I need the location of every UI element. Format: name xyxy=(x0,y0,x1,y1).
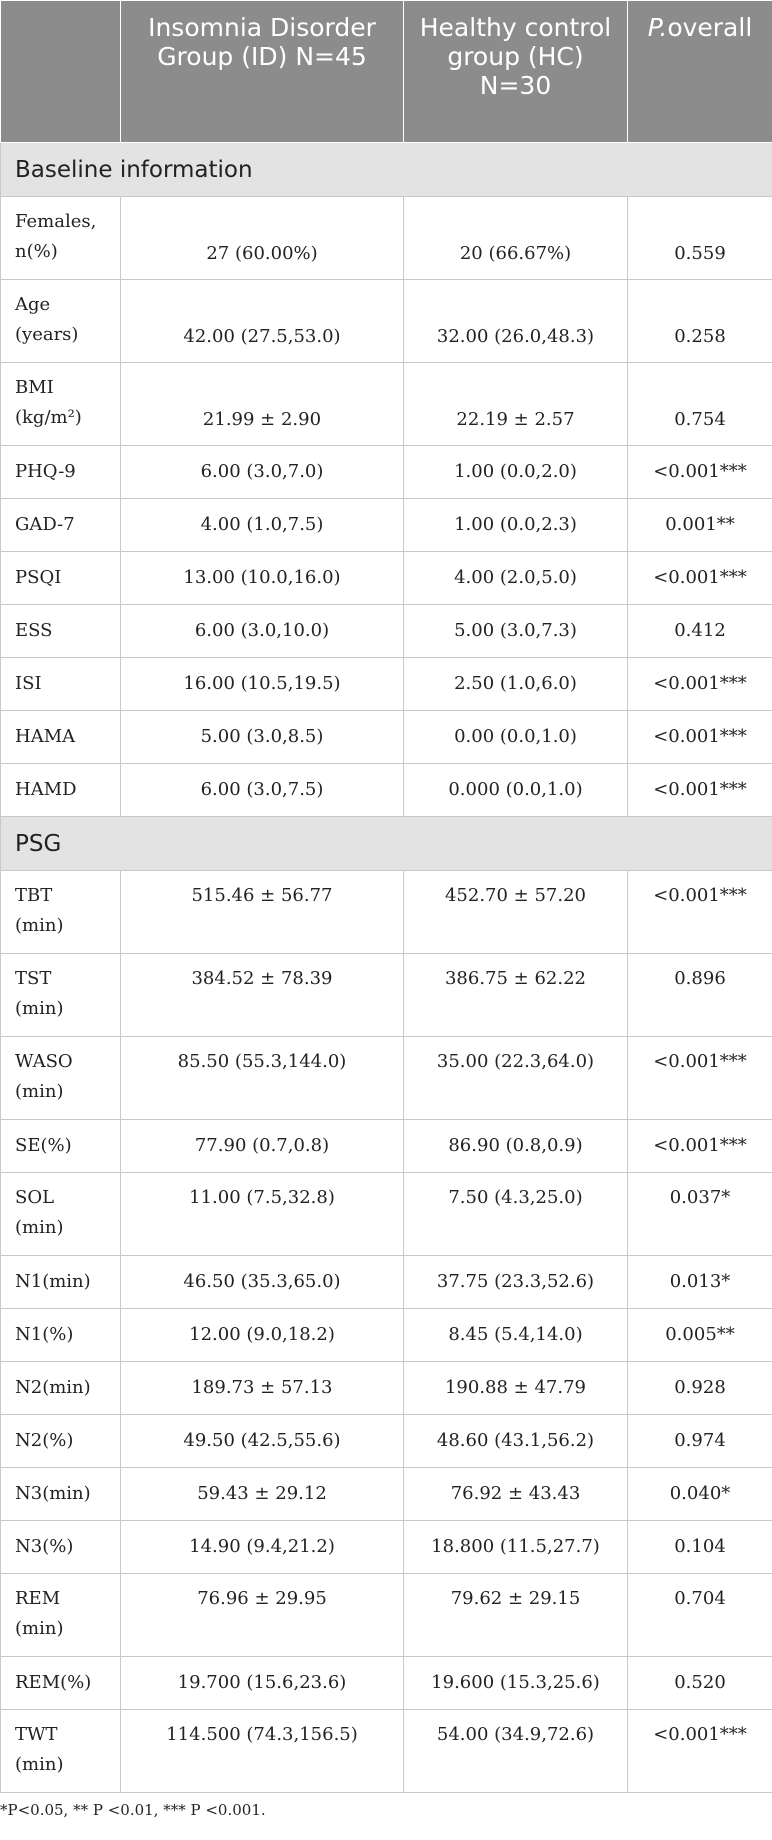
p-value: 0.001** xyxy=(628,499,772,552)
row-label: SE(%) xyxy=(1,1120,121,1173)
row-label-line1: BMI xyxy=(15,377,54,398)
p-value: 0.040* xyxy=(628,1468,772,1521)
row-label: N3(min) xyxy=(1,1468,121,1521)
table-row xyxy=(1,1415,772,1468)
header-p-rest: overall xyxy=(667,13,753,42)
table-row xyxy=(1,1173,772,1256)
row-label-line2: (min) xyxy=(15,1217,64,1238)
p-value: 0.754 xyxy=(628,363,772,446)
row-label xyxy=(1,197,121,280)
hc-group-value: 86.90 (0.8,0.9) xyxy=(404,1120,628,1173)
table-row xyxy=(1,764,772,817)
id-group-value: 49.50 (42.5,55.6) xyxy=(121,1415,404,1468)
row-label-line2: (min) xyxy=(15,998,64,1019)
row-label xyxy=(1,363,121,446)
table-row xyxy=(1,552,772,605)
row-label xyxy=(1,280,121,363)
row-label xyxy=(1,1173,121,1256)
section-title: PSG xyxy=(1,817,772,871)
row-label-line1: WASO xyxy=(15,1051,73,1072)
table-row xyxy=(1,871,772,954)
p-value: 0.037* xyxy=(628,1173,772,1256)
p-value: 0.559 xyxy=(628,197,772,280)
id-group-value: 515.46 ± 56.77 xyxy=(121,871,404,954)
id-group-value: 189.73 ± 57.13 xyxy=(121,1362,404,1415)
p-value: 0.412 xyxy=(628,605,772,658)
row-label xyxy=(1,871,121,954)
hc-group-value: 54.00 (34.9,72.6) xyxy=(404,1710,628,1793)
id-group-value: 4.00 (1.0,7.5) xyxy=(121,499,404,552)
p-value: 0.896 xyxy=(628,954,772,1037)
table-row xyxy=(1,1521,772,1574)
hc-group-value: 5.00 (3.0,7.3) xyxy=(404,605,628,658)
id-group-value: 76.96 ± 29.95 xyxy=(121,1574,404,1657)
table-row xyxy=(1,1657,772,1710)
table-row xyxy=(1,1362,772,1415)
p-value: <0.001*** xyxy=(628,1710,772,1793)
p-value: <0.001*** xyxy=(628,871,772,954)
p-value: 0.104 xyxy=(628,1521,772,1574)
header-id-group: Insomnia Disorder Group (ID) N=45 xyxy=(121,1,404,143)
id-group-value: 27 (60.00%) xyxy=(121,197,404,280)
row-label xyxy=(1,1574,121,1657)
hc-group-value: 386.75 ± 62.22 xyxy=(404,954,628,1037)
table-row xyxy=(1,1468,772,1521)
row-label-line2: (kg/m²) xyxy=(15,407,82,428)
id-group-value: 11.00 (7.5,32.8) xyxy=(121,1173,404,1256)
id-group-value: 13.00 (10.0,16.0) xyxy=(121,552,404,605)
id-group-value: 59.43 ± 29.12 xyxy=(121,1468,404,1521)
row-label: N1(%) xyxy=(1,1309,121,1362)
row-label xyxy=(1,1037,121,1120)
row-label-line1: TWT xyxy=(15,1724,58,1745)
section-row xyxy=(1,143,772,197)
id-group-value: 85.50 (55.3,144.0) xyxy=(121,1037,404,1120)
row-label: HAMD xyxy=(1,764,121,817)
row-label-line2: (min) xyxy=(15,915,64,936)
id-group-value: 46.50 (35.3,65.0) xyxy=(121,1256,404,1309)
hc-group-value: 8.45 (5.4,14.0) xyxy=(404,1309,628,1362)
row-label: REM(%) xyxy=(1,1657,121,1710)
p-value: <0.001*** xyxy=(628,1037,772,1120)
id-group-value: 21.99 ± 2.90 xyxy=(121,363,404,446)
p-value: 0.704 xyxy=(628,1574,772,1657)
footnote: *P<0.05, ** P <0.01, *** P <0.001. xyxy=(0,1801,266,1819)
id-group-value: 12.00 (9.0,18.2) xyxy=(121,1309,404,1362)
table-row xyxy=(1,1309,772,1362)
hc-group-value: 48.60 (43.1,56.2) xyxy=(404,1415,628,1468)
id-group-value: 16.00 (10.5,19.5) xyxy=(121,658,404,711)
hc-group-value: 0.00 (0.0,1.0) xyxy=(404,711,628,764)
id-group-value: 384.52 ± 78.39 xyxy=(121,954,404,1037)
id-group-value: 6.00 (3.0,7.5) xyxy=(121,764,404,817)
hc-group-value: 19.600 (15.3,25.6) xyxy=(404,1657,628,1710)
hc-group-value: 1.00 (0.0,2.0) xyxy=(404,446,628,499)
hc-group-value: 79.62 ± 29.15 xyxy=(404,1574,628,1657)
table-row xyxy=(1,658,772,711)
p-value: 0.005** xyxy=(628,1309,772,1362)
row-label-line1: Females, xyxy=(15,211,97,232)
id-group-value: 6.00 (3.0,7.0) xyxy=(121,446,404,499)
row-label: PSQI xyxy=(1,552,121,605)
row-label: ISI xyxy=(1,658,121,711)
row-label xyxy=(1,954,121,1037)
id-group-value: 5.00 (3.0,8.5) xyxy=(121,711,404,764)
hc-group-value: 76.92 ± 43.43 xyxy=(404,1468,628,1521)
table-row xyxy=(1,711,772,764)
row-label-line1: REM xyxy=(15,1588,61,1609)
table-row xyxy=(1,197,772,280)
id-group-value: 6.00 (3.0,10.0) xyxy=(121,605,404,658)
row-label: N1(min) xyxy=(1,1256,121,1309)
hc-group-value: 32.00 (26.0,48.3) xyxy=(404,280,628,363)
table-row xyxy=(1,446,772,499)
header-blank xyxy=(1,1,121,143)
row-label-line2: (min) xyxy=(15,1618,64,1639)
hc-group-value: 0.000 (0.0,1.0) xyxy=(404,764,628,817)
row-label: N3(%) xyxy=(1,1521,121,1574)
p-value: 0.013* xyxy=(628,1256,772,1309)
hc-group-value: 452.70 ± 57.20 xyxy=(404,871,628,954)
row-label xyxy=(1,1710,121,1793)
p-value: <0.001*** xyxy=(628,711,772,764)
table-row xyxy=(1,1574,772,1657)
p-value: <0.001*** xyxy=(628,658,772,711)
header-row xyxy=(1,1,772,143)
header-p-italic: P. xyxy=(647,13,668,42)
table-row xyxy=(1,954,772,1037)
header-hc-n: N=30 xyxy=(479,71,552,100)
table-body xyxy=(1,143,772,1793)
p-value: <0.001*** xyxy=(628,552,772,605)
row-label-line2: (years) xyxy=(15,324,79,345)
table-row xyxy=(1,1120,772,1173)
hc-group-value: 35.00 (22.3,64.0) xyxy=(404,1037,628,1120)
hc-group-value: 20 (66.67%) xyxy=(404,197,628,280)
header-p-overall xyxy=(628,1,772,143)
row-label: ESS xyxy=(1,605,121,658)
hc-group-value: 7.50 (4.3,25.0) xyxy=(404,1173,628,1256)
p-value: 0.928 xyxy=(628,1362,772,1415)
table-row xyxy=(1,280,772,363)
table-row xyxy=(1,1710,772,1793)
id-group-value: 19.700 (15.6,23.6) xyxy=(121,1657,404,1710)
row-label-line2: n(%) xyxy=(15,241,58,262)
hc-group-value: 18.800 (11.5,27.7) xyxy=(404,1521,628,1574)
row-label-line1: TBT xyxy=(15,885,53,906)
table-row xyxy=(1,363,772,446)
hc-group-value: 22.19 ± 2.57 xyxy=(404,363,628,446)
row-label-line2: (min) xyxy=(15,1081,64,1102)
section-row xyxy=(1,817,772,871)
table-row xyxy=(1,1037,772,1120)
table-row xyxy=(1,499,772,552)
p-value: 0.974 xyxy=(628,1415,772,1468)
p-value: <0.001*** xyxy=(628,446,772,499)
header-hc-group xyxy=(404,1,628,143)
row-label-line2: (min) xyxy=(15,1754,64,1775)
row-label: GAD-7 xyxy=(1,499,121,552)
hc-group-value: 1.00 (0.0,2.3) xyxy=(404,499,628,552)
p-value: 0.258 xyxy=(628,280,772,363)
p-value: <0.001*** xyxy=(628,1120,772,1173)
section-title: Baseline information xyxy=(1,143,772,197)
hc-group-value: 2.50 (1.0,6.0) xyxy=(404,658,628,711)
row-label: PHQ-9 xyxy=(1,446,121,499)
table-row xyxy=(1,1256,772,1309)
id-group-value: 14.90 (9.4,21.2) xyxy=(121,1521,404,1574)
hc-group-value: 37.75 (23.3,52.6) xyxy=(404,1256,628,1309)
table-row xyxy=(1,605,772,658)
id-group-value: 77.90 (0.7,0.8) xyxy=(121,1120,404,1173)
p-value: <0.001*** xyxy=(628,764,772,817)
row-label-line1: TST xyxy=(15,968,52,989)
header-hc-title: Healthy control group (HC) xyxy=(419,13,612,71)
id-group-value: 114.500 (74.3,156.5) xyxy=(121,1710,404,1793)
hc-group-value: 4.00 (2.0,5.0) xyxy=(404,552,628,605)
row-label: N2(%) xyxy=(1,1415,121,1468)
id-group-value: 42.00 (27.5,53.0) xyxy=(121,280,404,363)
row-label-line1: Age xyxy=(15,294,51,315)
row-label: HAMA xyxy=(1,711,121,764)
row-label-line1: SOL xyxy=(15,1187,55,1208)
p-value: 0.520 xyxy=(628,1657,772,1710)
row-label: N2(min) xyxy=(1,1362,121,1415)
hc-group-value: 190.88 ± 47.79 xyxy=(404,1362,628,1415)
